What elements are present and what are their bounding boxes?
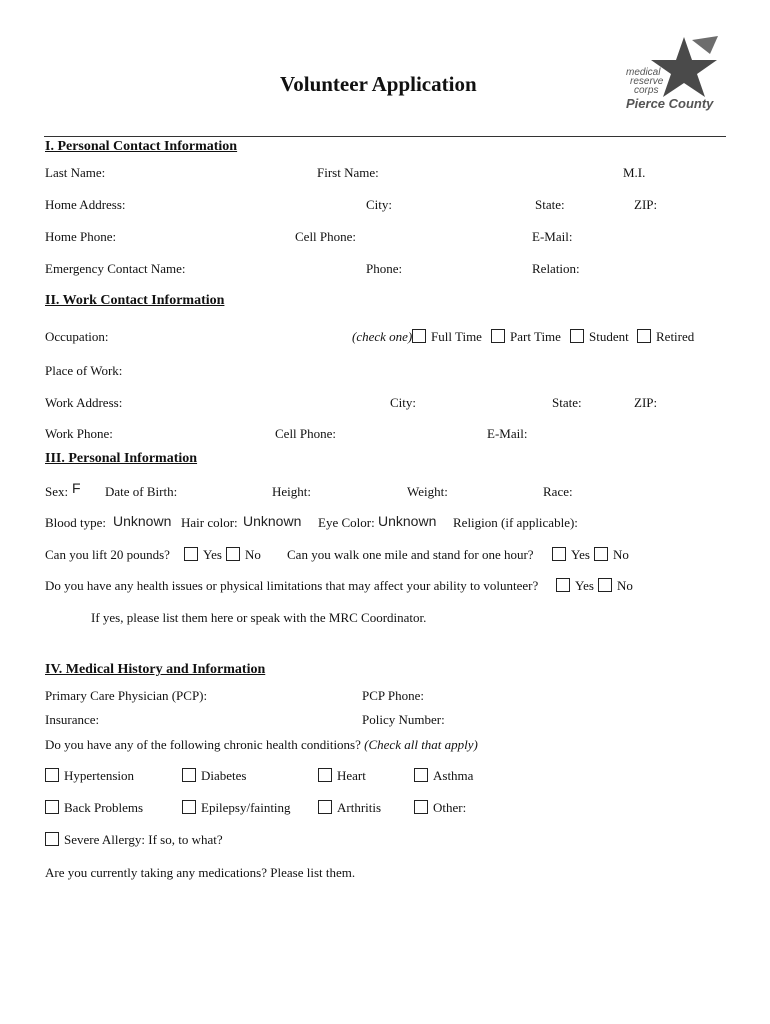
other-option[interactable]	[414, 800, 466, 814]
arthritis-checkbox[interactable]	[318, 800, 332, 814]
walk-yes-option[interactable]	[552, 547, 590, 561]
hypertension-checkbox[interactable]	[45, 768, 59, 782]
health-no-option[interactable]	[598, 578, 633, 592]
lift-no-option[interactable]	[226, 547, 261, 561]
home-city-label: City:	[366, 197, 393, 212]
place-of-work-label: Place of Work:	[45, 363, 123, 378]
health-question: Do you have any health issues or physical limitations that may affect your ability to volunteer?	[45, 578, 539, 593]
blood-type-value[interactable]: Unknown	[113, 513, 172, 529]
height-label: Height:	[272, 484, 311, 499]
if-yes-instruction: If yes, please list them here or speak with the MRC Coordinator.	[91, 610, 427, 625]
section-heading-medical: IV. Medical History and Information	[45, 662, 266, 677]
full-time-checkbox[interactable]	[412, 329, 426, 343]
heart-label: Heart	[337, 768, 366, 783]
lift-no-checkbox[interactable]	[226, 547, 240, 561]
home-phone-label: Home Phone:	[45, 229, 117, 244]
work-address-label: Work Address:	[45, 395, 123, 410]
emergency-contact-label: Emergency Contact Name:	[45, 261, 186, 276]
asthma-label: Asthma	[433, 768, 474, 783]
relation-label: Relation:	[532, 261, 580, 276]
religion-label: Religion (if applicable):	[453, 515, 578, 530]
epilepsy-label: Epilepsy/fainting	[201, 800, 291, 815]
pcp-phone-label: PCP Phone:	[362, 688, 425, 703]
epilepsy-checkbox[interactable]	[182, 800, 196, 814]
heart-option[interactable]	[318, 768, 366, 782]
arthritis-label: Arthritis	[337, 800, 382, 815]
section-heading-personal-contact: I. Personal Contact Information	[45, 139, 238, 154]
sex-label: Sex:	[45, 484, 69, 499]
first-name-label: First Name:	[317, 165, 379, 180]
race-label: Race:	[543, 484, 573, 499]
work-email-label: E-Mail:	[487, 426, 528, 441]
diabetes-label: Diabetes	[201, 768, 247, 783]
eye-color-label: Eye Color:	[318, 515, 375, 530]
occupation-label: Occupation:	[45, 329, 109, 344]
back-problems-checkbox[interactable]	[45, 800, 59, 814]
section-heading-work-contact: II. Work Contact Information	[45, 293, 225, 308]
last-name-label: Last Name:	[45, 165, 106, 180]
work-state-label: State:	[552, 395, 582, 410]
walk-yes-checkbox[interactable]	[552, 547, 566, 561]
lift-question: Can you lift 20 pounds?	[45, 547, 170, 562]
health-no-checkbox[interactable]	[598, 578, 612, 592]
other-checkbox[interactable]	[414, 800, 428, 814]
lift-yes-checkbox[interactable]	[184, 547, 198, 561]
lift-yes-option[interactable]	[184, 547, 222, 561]
part-time-label: Part Time	[510, 329, 561, 344]
work-phone-label: Work Phone:	[45, 426, 113, 441]
policy-number-label: Policy Number:	[362, 712, 445, 727]
retired-label: Retired	[656, 329, 695, 344]
sex-value[interactable]: F	[72, 480, 81, 496]
medications-question: Are you currently taking any medications? Please list them.	[45, 865, 356, 880]
dob-label: Date of Birth:	[105, 484, 178, 499]
hypertension-option[interactable]	[45, 768, 134, 782]
page-title: Volunteer Application	[280, 72, 477, 96]
home-state-label: State:	[535, 197, 565, 212]
email-label: E-Mail:	[532, 229, 573, 244]
blood-type-label: Blood type:	[45, 515, 107, 530]
walk-no-option[interactable]	[594, 547, 629, 561]
asthma-option[interactable]	[414, 768, 473, 782]
part-time-checkbox[interactable]	[491, 329, 505, 343]
asthma-checkbox[interactable]	[414, 768, 428, 782]
insurance-label: Insurance:	[45, 712, 100, 727]
full-time-option[interactable]	[412, 329, 482, 343]
chronic-question-text: Do you have any of the following chronic health conditions?	[45, 737, 365, 752]
eye-color-value[interactable]: Unknown	[378, 513, 437, 529]
health-yes-checkbox[interactable]	[556, 578, 570, 592]
hair-color-label: Hair color:	[181, 515, 238, 530]
severe-allergy-label: Severe Allergy: If so, to what?	[64, 832, 223, 847]
full-time-label: Full Time	[431, 329, 482, 344]
student-option[interactable]	[570, 329, 629, 343]
walk-yes-label: Yes	[571, 547, 590, 562]
check-all-note: (Check all that apply)	[364, 737, 478, 752]
hypertension-label: Hypertension	[64, 768, 135, 783]
logo-line-3: corps	[634, 85, 659, 96]
heart-checkbox[interactable]	[318, 768, 332, 782]
cell-phone-label: Cell Phone:	[295, 229, 357, 244]
arthritis-option[interactable]	[318, 800, 381, 814]
other-label: Other:	[433, 800, 467, 815]
logo-line-2: reserve	[630, 76, 664, 87]
part-time-option[interactable]	[491, 329, 561, 343]
mrc-logo	[622, 34, 732, 114]
diabetes-checkbox[interactable]	[182, 768, 196, 782]
chronic-conditions-question	[45, 738, 478, 751]
pcp-label: Primary Care Physician (PCP):	[45, 688, 208, 703]
logo-line-1: medical	[626, 67, 661, 78]
lift-yes-label: Yes	[203, 547, 222, 562]
section-heading-personal-info: III. Personal Information	[45, 451, 198, 466]
severe-allergy-checkbox[interactable]	[45, 832, 59, 846]
walk-question: Can you walk one mile and stand for one hour?	[287, 547, 534, 562]
diabetes-option[interactable]	[182, 768, 246, 782]
home-address-label: Home Address:	[45, 197, 126, 212]
walk-no-label: No	[613, 547, 629, 562]
mi-label: M.I.	[623, 165, 646, 180]
retired-option[interactable]	[637, 329, 694, 343]
severe-allergy-option[interactable]	[45, 832, 223, 846]
weight-label: Weight:	[407, 484, 448, 499]
work-city-label: City:	[390, 395, 417, 410]
student-checkbox[interactable]	[570, 329, 584, 343]
back-problems-option[interactable]	[45, 800, 143, 814]
student-label: Student	[589, 329, 629, 344]
health-no-label: No	[617, 578, 633, 593]
header-divider	[44, 136, 726, 137]
home-zip-label: ZIP:	[634, 197, 658, 212]
emergency-phone-label: Phone:	[366, 261, 403, 276]
logo-line-4: Pierce County	[626, 96, 714, 111]
walk-no-checkbox[interactable]	[594, 547, 608, 561]
epilepsy-option[interactable]	[182, 800, 291, 814]
hair-color-value[interactable]: Unknown	[243, 513, 302, 529]
check-one-label: (check one)	[352, 329, 413, 344]
retired-checkbox[interactable]	[637, 329, 651, 343]
health-yes-label: Yes	[575, 578, 594, 593]
back-problems-label: Back Problems	[64, 800, 144, 815]
lift-no-label: No	[245, 547, 261, 562]
work-zip-label: ZIP:	[634, 395, 658, 410]
health-yes-option[interactable]	[556, 578, 594, 592]
work-cell-phone-label: Cell Phone:	[275, 426, 337, 441]
